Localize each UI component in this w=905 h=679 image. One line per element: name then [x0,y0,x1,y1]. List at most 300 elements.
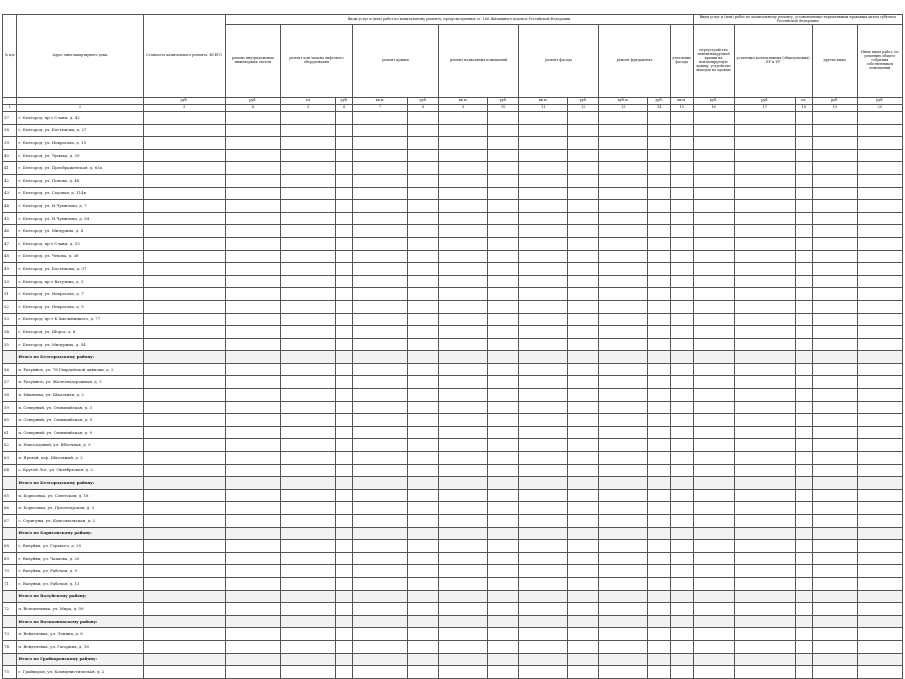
row-number: 49 [3,263,17,276]
value-cell [734,577,796,590]
value-cell [812,502,857,515]
value-cell [439,137,488,150]
value-cell [857,640,902,653]
address-cell: г. Белгород, ул. Чумака, д. 39 [17,149,143,162]
address-cell: п. Волоконовка, ул. Мира, д. 59 [17,603,143,616]
value-cell [488,237,519,250]
address-cell: г. Белгород, ул. Попова, д. 48 [17,174,143,187]
row-number: 61 [3,426,17,439]
row-number: 68 [3,540,17,553]
value-cell [568,313,599,326]
value-cell [568,489,599,502]
value-cell [568,527,599,540]
value-cell [857,162,902,175]
value-cell [812,640,857,653]
value-cell [670,137,693,150]
col-number: 2 [17,105,143,112]
value-cell [352,326,407,339]
value-cell [857,464,902,477]
value-cell [734,263,796,276]
value-cell [734,174,796,187]
value-cell [408,162,439,175]
value-cell [693,477,734,490]
value-cell [352,200,407,213]
value-cell [812,653,857,666]
value-cell [812,174,857,187]
value-cell [336,124,352,137]
value-cell [439,477,488,490]
value-cell [812,477,857,490]
table-row [3,300,903,313]
value-cell [734,515,796,528]
value-cell [439,149,488,162]
value-cell [336,212,352,225]
address-cell: г. Белгород, ул. Н.Чумичова, д. 54 [17,212,143,225]
value-cell [734,527,796,540]
value-cell [519,527,568,540]
value-cell [225,326,280,339]
value-cell [568,288,599,301]
value-cell [336,666,352,679]
value-cell [812,439,857,452]
value-cell [812,376,857,389]
value-cell [670,489,693,502]
value-cell [734,275,796,288]
value-cell [488,389,519,402]
value-cell [439,502,488,515]
value-cell [519,590,568,603]
value-cell [796,477,812,490]
col-number: 10 [488,105,519,112]
address-cell: г. Грайворон, ул. Коммунистическая, д. 2 [17,666,143,679]
value-cell [599,615,648,628]
value-cell [812,590,857,603]
value-cell [693,401,734,414]
value-cell [225,137,280,150]
value-cell [857,137,902,150]
value-cell [670,439,693,452]
value-cell [670,200,693,213]
row-number: 71 [3,577,17,590]
value-cell [693,552,734,565]
value-cell [408,565,439,578]
value-cell [568,225,599,238]
value-cell [336,225,352,238]
value-cell [568,439,599,452]
value-cell [599,162,648,175]
address-cell: п. Северный, ул. Олимпийская, д. 5 [17,414,143,427]
value-cell [599,552,648,565]
value-cell [336,590,352,603]
value-cell [734,640,796,653]
value-cell [519,477,568,490]
value-cell [488,527,519,540]
value-cell [488,200,519,213]
value-cell [568,590,599,603]
value-cell [648,515,671,528]
value-cell [488,288,519,301]
value-cell [812,628,857,641]
value-cell [352,162,407,175]
value-cell [599,338,648,351]
value-cell [281,326,336,339]
value-cell [143,187,225,200]
value-cell [648,640,671,653]
header-comment: Иные виды работ, по решению общего собрания собственников помещений [857,25,902,98]
value-cell [734,414,796,427]
value-cell [488,552,519,565]
value-cell [648,326,671,339]
table-row [3,149,903,162]
value-cell [225,426,280,439]
value-cell [693,263,734,276]
address-cell: г. Белгород, ул. Некрасова, д. 10 [17,137,143,150]
value-cell [143,577,225,590]
value-cell [812,263,857,276]
value-cell [693,288,734,301]
address-cell: п. Вейделевка, ул. Ленина, д. 8 [17,628,143,641]
value-cell [734,313,796,326]
row-number: 74 [3,640,17,653]
value-cell [281,489,336,502]
value-cell [352,376,407,389]
value-cell [857,363,902,376]
value-cell [812,527,857,540]
value-cell [439,577,488,590]
value-cell [281,288,336,301]
value-cell [796,426,812,439]
value-cell [796,275,812,288]
col-number: 20 [857,105,902,112]
value-cell [693,565,734,578]
address-cell: г. Белгород, ул. Некрасова, д. 7 [17,288,143,301]
value-cell [225,552,280,565]
value-cell [693,666,734,679]
value-cell [519,225,568,238]
value-cell [488,489,519,502]
value-cell [281,338,336,351]
value-cell [281,590,336,603]
value-cell [519,351,568,364]
value-cell [336,363,352,376]
value-cell [408,149,439,162]
value-cell [352,401,407,414]
value-cell [568,666,599,679]
value-cell [812,577,857,590]
value-cell [408,263,439,276]
value-cell [599,275,648,288]
unit-cell: руб. [336,98,352,105]
value-cell [519,149,568,162]
value-cell [225,603,280,616]
value-cell [857,313,902,326]
value-cell [143,212,225,225]
value-cell [796,452,812,465]
value-cell [670,426,693,439]
value-cell [693,149,734,162]
value-cell [568,640,599,653]
value-cell [812,401,857,414]
value-cell [648,502,671,515]
value-cell [693,515,734,528]
value-cell [734,250,796,263]
value-cell [281,162,336,175]
value-cell [488,452,519,465]
value-cell [439,452,488,465]
table-row [3,313,903,326]
value-cell [488,666,519,679]
value-cell [568,628,599,641]
value-cell [734,439,796,452]
value-cell [812,225,857,238]
table-row [3,363,903,376]
value-cell [648,552,671,565]
value-cell [693,326,734,339]
value-cell [225,288,280,301]
value-cell [352,389,407,402]
value-cell [352,237,407,250]
value-cell [693,577,734,590]
value-cell [488,615,519,628]
value-cell [734,137,796,150]
value-cell [734,552,796,565]
value-cell [225,300,280,313]
value-cell [648,452,671,465]
value-cell [488,515,519,528]
value-cell [281,263,336,276]
value-cell [488,351,519,364]
value-cell [225,174,280,187]
value-cell [734,162,796,175]
value-cell [734,477,796,490]
value-cell [693,225,734,238]
value-cell [734,187,796,200]
value-cell [648,439,671,452]
value-cell [519,464,568,477]
row-number: 65 [3,489,17,502]
value-cell [796,653,812,666]
value-cell [857,124,902,137]
value-cell [143,590,225,603]
value-cell [488,313,519,326]
value-cell [857,439,902,452]
value-cell [336,326,352,339]
value-cell [599,212,648,225]
address-cell: п. Ивановка, ул. Школьная, д. 2 [17,389,143,402]
value-cell [281,452,336,465]
value-cell [648,615,671,628]
row-number [3,351,17,364]
value-cell [408,275,439,288]
value-cell [857,250,902,263]
value-cell [648,351,671,364]
value-cell [670,577,693,590]
value-cell [439,590,488,603]
value-cell [693,590,734,603]
value-cell [352,275,407,288]
unit-cell: кв.м. [519,98,568,105]
value-cell [519,338,568,351]
value-cell [143,426,225,439]
value-cell [812,414,857,427]
value-cell [599,577,648,590]
value-cell [796,389,812,402]
table-row [3,288,903,301]
value-cell [693,452,734,465]
value-cell [352,187,407,200]
value-cell [568,275,599,288]
value-cell [796,288,812,301]
unit-cell: кв.м. [352,98,407,105]
table-row [3,200,903,213]
col-number: 6 [336,105,352,112]
table-row [3,628,903,641]
value-cell [488,137,519,150]
value-cell [734,149,796,162]
value-cell [599,628,648,641]
value-cell [568,187,599,200]
value-cell [408,489,439,502]
row-number: 70 [3,565,17,578]
address-cell: Итого по Борисовскому району: [17,527,143,540]
value-cell [336,540,352,553]
value-cell [336,200,352,213]
value-cell [488,162,519,175]
value-cell [519,515,568,528]
address-cell: п. Разумное, ул. Железнодорожная, д. 3 [17,376,143,389]
table-row [3,439,903,452]
value-cell [352,577,407,590]
value-cell [599,300,648,313]
col-number: 18 [796,105,812,112]
value-cell [488,250,519,263]
value-cell [857,577,902,590]
value-cell [352,225,407,238]
value-cell [734,237,796,250]
value-cell [352,426,407,439]
value-cell [812,300,857,313]
value-cell [408,603,439,616]
value-cell [439,376,488,389]
address-cell: Итого по Валуйскому району: [17,590,143,603]
value-cell [599,502,648,515]
value-cell [352,452,407,465]
value-cell [796,162,812,175]
value-cell [857,414,902,427]
value-cell [143,275,225,288]
value-cell [143,124,225,137]
value-cell [519,540,568,553]
value-cell [734,540,796,553]
value-cell [670,124,693,137]
value-cell [670,464,693,477]
value-cell [670,212,693,225]
value-cell [857,338,902,351]
value-cell [352,615,407,628]
address-cell: п. Вейделевка, ул. Гагарина, д. 18 [17,640,143,653]
row-number: 66 [3,502,17,515]
header-basement: ремонт подвальных помещений [439,25,519,98]
value-cell [519,363,568,376]
address-cell: г. Белгород, ул. Костюкова, д. 27 [17,124,143,137]
value-cell [352,464,407,477]
value-cell [488,149,519,162]
value-cell [599,124,648,137]
value-cell [812,149,857,162]
row-number: 54 [3,326,17,339]
value-cell [488,640,519,653]
value-cell [599,540,648,553]
table-row [3,666,903,679]
table-row [3,489,903,502]
value-cell [408,389,439,402]
value-cell [670,250,693,263]
value-cell [519,300,568,313]
value-cell [648,137,671,150]
value-cell [408,376,439,389]
value-cell [812,288,857,301]
value-cell [568,477,599,490]
value-cell [352,666,407,679]
row-number [3,477,17,490]
value-cell [408,338,439,351]
value-cell [519,439,568,452]
value-cell [488,502,519,515]
value-cell [648,200,671,213]
value-cell [670,540,693,553]
value-cell [143,300,225,313]
value-cell [519,212,568,225]
value-cell [439,640,488,653]
address-cell: г. Валуйки, ул. Чапаева, д. 20 [17,552,143,565]
value-cell [281,640,336,653]
value-cell [857,275,902,288]
value-cell [648,540,671,553]
header-devices: установка коллективных (общедомовых) ПУ и УУ [734,25,812,98]
value-cell [648,212,671,225]
value-cell [352,414,407,427]
value-cell [670,237,693,250]
value-cell [812,666,857,679]
row-number [3,527,17,540]
value-cell [281,653,336,666]
value-cell [648,577,671,590]
value-cell [488,401,519,414]
value-cell [225,565,280,578]
value-cell [225,112,280,125]
address-cell: п. Северный, ул. Олимпийская, д. 9 [17,426,143,439]
value-cell [568,263,599,276]
value-cell [352,590,407,603]
value-cell [439,288,488,301]
value-cell [670,225,693,238]
value-cell [648,250,671,263]
value-cell [336,237,352,250]
value-cell [225,363,280,376]
value-cell [599,363,648,376]
value-cell [488,477,519,490]
value-cell [352,540,407,553]
value-cell [281,552,336,565]
value-cell [225,149,280,162]
header-address: Адрес многоквартирного дома [17,15,143,98]
table-row [3,237,903,250]
table-row [3,376,903,389]
value-cell [488,540,519,553]
value-cell [693,376,734,389]
value-cell [143,640,225,653]
value-cell [336,250,352,263]
